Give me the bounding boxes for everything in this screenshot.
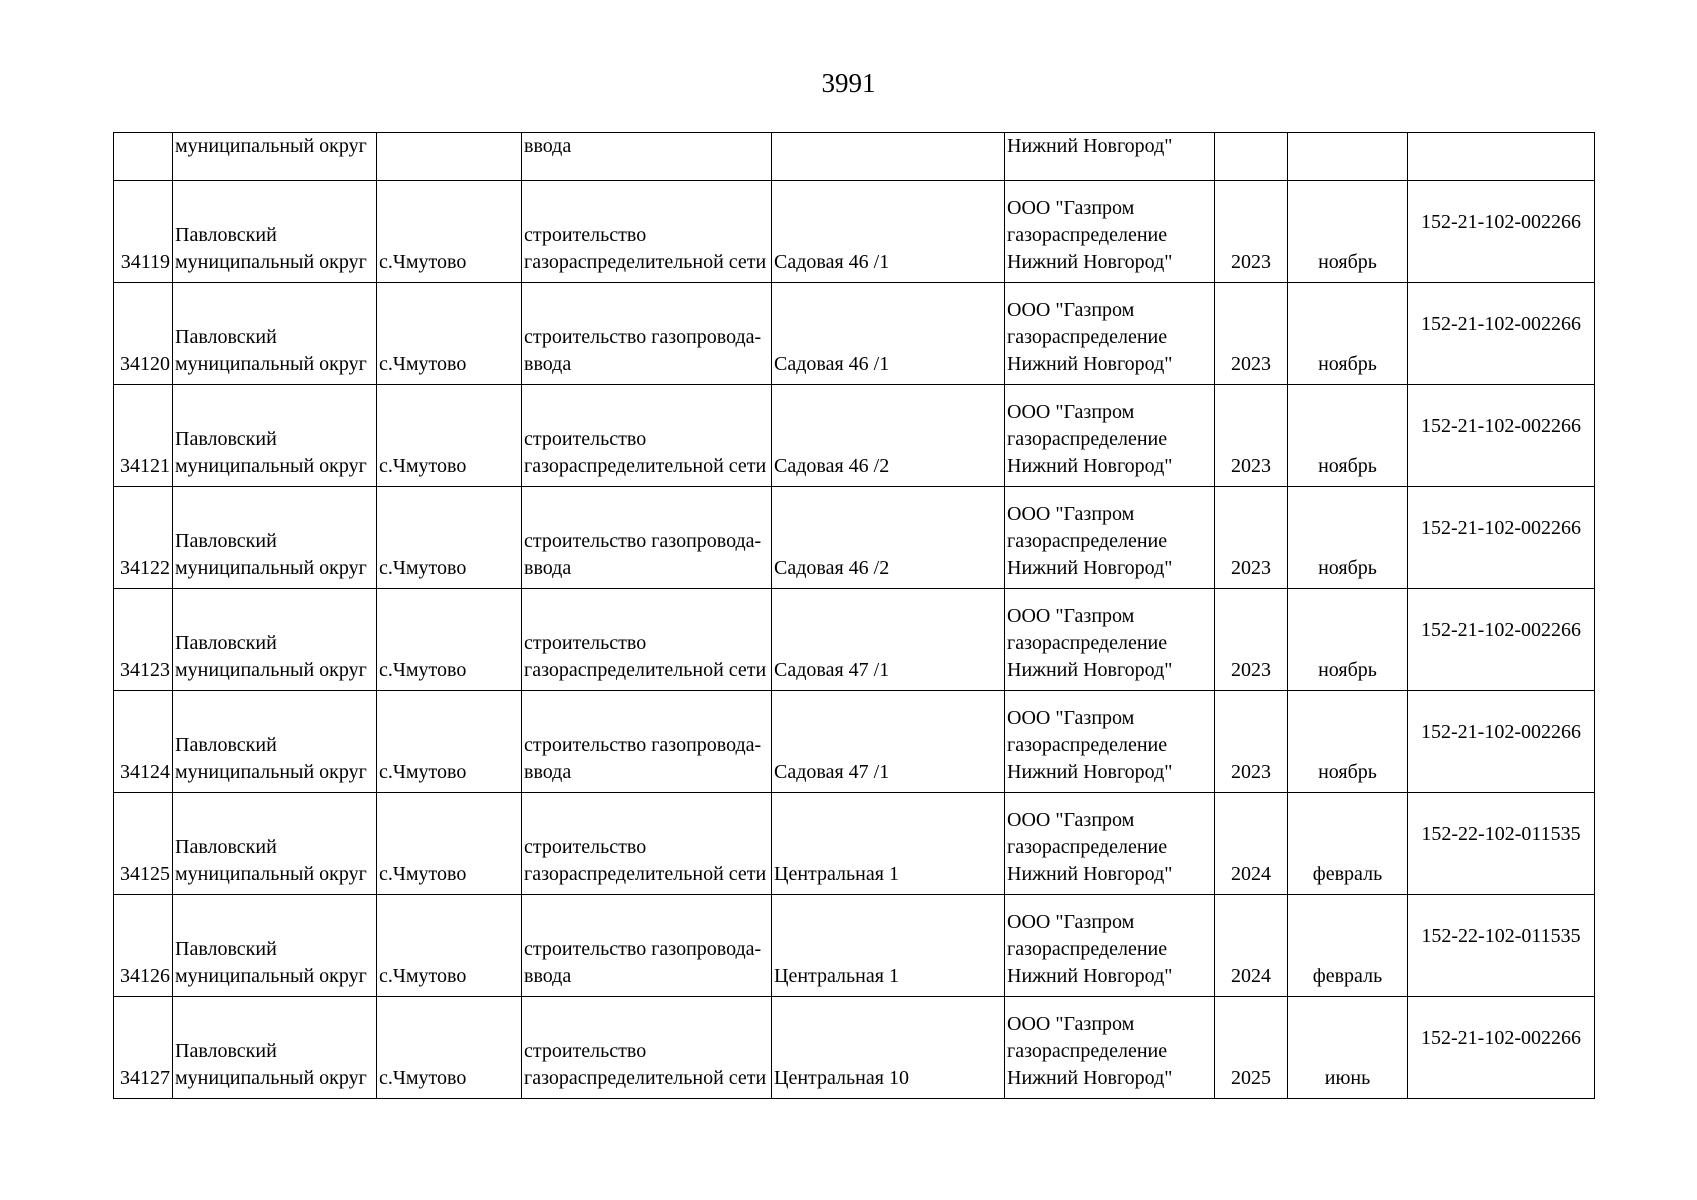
cell-number-text: 34121 (120, 455, 170, 477)
cell-organization-text: ООО "Газпром газораспределение Нижний Новгород" (1007, 197, 1173, 273)
cell-organization-text: ООО "Газпром газораспределение Нижний Новгород" (1007, 401, 1173, 477)
cell-year-text: 2023 (1231, 251, 1271, 273)
cell-number-text: 34127 (120, 1067, 170, 1089)
cell-work-type (522, 997, 772, 1099)
cell-number (114, 133, 173, 181)
cell-district-text: Павловский муниципальный округ (175, 1040, 367, 1089)
cell-number-text: 34124 (120, 761, 170, 783)
cell-number (114, 997, 173, 1099)
cell-year (1215, 793, 1288, 895)
cell-year (1215, 133, 1288, 181)
cell-organization-text: ООО "Газпром газораспределение Нижний Новгород" (1007, 707, 1173, 783)
cell-district (173, 487, 377, 589)
cell-month (1288, 895, 1408, 997)
cell-permit (1408, 589, 1595, 691)
cell-year-text: 2023 (1231, 659, 1271, 681)
cell-year (1215, 487, 1288, 589)
cell-month (1288, 385, 1408, 487)
cell-permit-text: 152-22-102-011535 (1421, 925, 1581, 947)
cell-permit-text: 152-22-102-011535 (1421, 823, 1581, 845)
cell-settlement-text: с.Чмутово (379, 659, 467, 681)
cell-work-type (522, 181, 772, 283)
cell-organization-text: ООО "Газпром газораспределение Нижний Новгород" (1007, 299, 1173, 375)
cell-year (1215, 283, 1288, 385)
cell-permit (1408, 385, 1595, 487)
cell-address-text: Садовая 46 /1 (774, 251, 890, 273)
cell-organization (1005, 589, 1215, 691)
cell-work-type-text: строительство газопровода- ввода (524, 938, 762, 987)
cell-year (1215, 691, 1288, 793)
cell-settlement-text: с.Чмутово (379, 353, 467, 375)
cell-organization (1005, 895, 1215, 997)
table-row (114, 691, 1595, 793)
table-row (114, 793, 1595, 895)
cell-permit (1408, 691, 1595, 793)
page-number: 3991 (821, 68, 876, 98)
cell-organization (1005, 487, 1215, 589)
cell-district-text: Павловский муниципальный округ (175, 224, 367, 273)
cell-work-type (522, 589, 772, 691)
cell-permit (1408, 283, 1595, 385)
table-row (114, 895, 1595, 997)
cell-settlement-text: с.Чмутово (379, 761, 467, 783)
cell-address-text: Центральная 10 (774, 1067, 909, 1089)
cell-address (772, 283, 1005, 385)
cell-month-text: ноябрь (1318, 455, 1377, 477)
cell-permit-text: 152-21-102-002266 (1421, 211, 1581, 233)
cell-number (114, 589, 173, 691)
cell-permit (1408, 487, 1595, 589)
cell-district: муниципальный округ (173, 133, 377, 181)
cell-district-text: Павловский муниципальный округ (175, 836, 367, 885)
cell-year (1215, 589, 1288, 691)
cell-district (173, 589, 377, 691)
cell-permit-text: 152-21-102-002266 (1421, 619, 1581, 641)
cell-work-type (522, 691, 772, 793)
cell-settlement (377, 895, 522, 997)
cell-district (173, 283, 377, 385)
cell-district (173, 793, 377, 895)
cell-settlement (377, 793, 522, 895)
cell-organization-text: ООО "Газпром газораспределение Нижний Новгород" (1007, 605, 1173, 681)
cell-year-text: 2024 (1231, 863, 1271, 885)
table-row-continuation (114, 133, 1595, 181)
cell-month (1288, 283, 1408, 385)
cell-address-text: Садовая 46 /2 (774, 557, 890, 579)
cell-month (1288, 181, 1408, 283)
cell-work-type (522, 793, 772, 895)
cell-month (1288, 589, 1408, 691)
cell-address (772, 181, 1005, 283)
cell-settlement-text: с.Чмутово (379, 1067, 467, 1089)
cell-address-text: Садовая 46 /2 (774, 455, 890, 477)
cell-address (772, 793, 1005, 895)
cell-month (1288, 487, 1408, 589)
cell-organization (1005, 691, 1215, 793)
cell-year-text: 2023 (1231, 557, 1271, 579)
cell-organization-text: ООО "Газпром газораспределение Нижний Новгород" (1007, 1013, 1173, 1089)
cell-settlement (377, 589, 522, 691)
cell-year (1215, 181, 1288, 283)
cell-district-text: Павловский муниципальный округ (175, 632, 367, 681)
cell-number (114, 385, 173, 487)
cell-organization (1005, 181, 1215, 283)
cell-year (1215, 385, 1288, 487)
register-table (113, 132, 1595, 1099)
cell-year (1215, 895, 1288, 997)
cell-settlement-text: с.Чмутово (379, 557, 467, 579)
table-body (114, 133, 1595, 1099)
cell-number (114, 487, 173, 589)
cell-work-type (522, 895, 772, 997)
cell-address-text: Садовая 47 /1 (774, 659, 890, 681)
cell-district (173, 997, 377, 1099)
cell-work-type-text: строительство газопровода- ввода (524, 530, 762, 579)
cell-organization: Нижний Новгород" (1005, 133, 1215, 181)
cell-settlement-text: с.Чмутово (379, 455, 467, 477)
cell-number (114, 181, 173, 283)
cell-work-type-text: строительство газораспределительной сети (524, 632, 767, 681)
cell-number-text: 34126 (120, 965, 170, 987)
cell-permit-text: 152-21-102-002266 (1421, 721, 1581, 743)
cell-month-text: ноябрь (1318, 353, 1377, 375)
cell-district-text: Павловский муниципальный округ (175, 326, 367, 375)
cell-number (114, 793, 173, 895)
cell-district-text: Павловский муниципальный округ (175, 734, 367, 783)
cell-organization (1005, 385, 1215, 487)
cell-address-text: Садовая 47 /1 (774, 761, 890, 783)
cell-district (173, 385, 377, 487)
cell-month-text: ноябрь (1318, 659, 1377, 681)
cell-work-type (522, 487, 772, 589)
cell-organization-text: ООО "Газпром газораспределение Нижний Новгород" (1007, 503, 1173, 579)
cell-number (114, 691, 173, 793)
table-row (114, 181, 1595, 283)
cell-address (772, 133, 1005, 181)
cell-year-text: 2023 (1231, 353, 1271, 375)
cell-number-text: 34120 (120, 353, 170, 375)
cell-organization (1005, 283, 1215, 385)
cell-number (114, 895, 173, 997)
cell-address (772, 589, 1005, 691)
cell-address-text: Центральная 1 (774, 965, 899, 987)
cell-number (114, 283, 173, 385)
cell-address-text: Садовая 46 /1 (774, 353, 890, 375)
cell-address (772, 691, 1005, 793)
cell-district (173, 691, 377, 793)
cell-work-type-text: строительство газораспределительной сети (524, 1040, 767, 1089)
cell-year-text: 2023 (1231, 761, 1271, 783)
cell-permit (1408, 181, 1595, 283)
cell-district (173, 895, 377, 997)
cell-year (1215, 997, 1288, 1099)
cell-number-text: 34122 (120, 557, 170, 579)
cell-address (772, 487, 1005, 589)
cell-month (1288, 997, 1408, 1099)
cell-settlement (377, 283, 522, 385)
cell-permit-text: 152-21-102-002266 (1421, 313, 1581, 335)
cell-settlement (377, 997, 522, 1099)
cell-permit-text: 152-21-102-002266 (1421, 1027, 1581, 1049)
table-row (114, 589, 1595, 691)
table-row (114, 283, 1595, 385)
cell-work-type (522, 385, 772, 487)
cell-district-text: Павловский муниципальный округ (175, 938, 367, 987)
cell-address-text: Центральная 1 (774, 863, 899, 885)
cell-settlement (377, 487, 522, 589)
cell-month-text: февраль (1312, 965, 1383, 987)
cell-work-type-text: строительство газопровода- ввода (524, 326, 762, 375)
cell-work-type (522, 283, 772, 385)
cell-permit (1408, 133, 1595, 181)
cell-settlement (377, 385, 522, 487)
cell-organization-text: ООО "Газпром газораспределение Нижний Новгород" (1007, 809, 1173, 885)
cell-settlement (377, 133, 522, 181)
cell-month (1288, 793, 1408, 895)
cell-work-type-text: строительство газораспределительной сети (524, 428, 767, 477)
cell-number-text: 34119 (120, 251, 170, 273)
cell-organization (1005, 997, 1215, 1099)
table-row (114, 385, 1595, 487)
cell-number-text: 34125 (120, 863, 170, 885)
cell-month (1288, 691, 1408, 793)
cell-month-text: ноябрь (1318, 251, 1377, 273)
cell-year-text: 2024 (1231, 965, 1271, 987)
cell-permit (1408, 997, 1595, 1099)
table-row (114, 487, 1595, 589)
cell-year-text: 2025 (1231, 1067, 1271, 1089)
cell-permit (1408, 793, 1595, 895)
cell-month (1288, 133, 1408, 181)
cell-settlement-text: с.Чмутово (379, 965, 467, 987)
cell-district-text: Павловский муниципальный округ (175, 530, 367, 579)
cell-settlement (377, 181, 522, 283)
cell-number-text: 34123 (120, 659, 170, 681)
cell-settlement (377, 691, 522, 793)
cell-work-type: ввода (522, 133, 772, 181)
cell-address (772, 895, 1005, 997)
cell-month-text: ноябрь (1318, 761, 1377, 783)
cell-work-type-text: строительство газораспределительной сети (524, 224, 767, 273)
cell-address (772, 385, 1005, 487)
cell-year-text: 2023 (1231, 455, 1271, 477)
cell-work-type-text: строительство газопровода- ввода (524, 734, 762, 783)
table-row (114, 997, 1595, 1099)
cell-permit-text: 152-21-102-002266 (1421, 415, 1581, 437)
cell-permit (1408, 895, 1595, 997)
cell-month-text: июнь (1324, 1067, 1371, 1089)
cell-organization (1005, 793, 1215, 895)
cell-district (173, 181, 377, 283)
cell-month-text: ноябрь (1318, 557, 1377, 579)
cell-permit-text: 152-21-102-002266 (1421, 517, 1581, 539)
cell-district-text: Павловский муниципальный округ (175, 428, 367, 477)
cell-address (772, 997, 1005, 1099)
cell-month-text: февраль (1312, 863, 1383, 885)
cell-organization-text: ООО "Газпром газораспределение Нижний Новгород" (1007, 911, 1173, 987)
cell-settlement-text: с.Чмутово (379, 863, 467, 885)
cell-settlement-text: с.Чмутово (379, 251, 467, 273)
cell-work-type-text: строительство газораспределительной сети (524, 836, 767, 885)
